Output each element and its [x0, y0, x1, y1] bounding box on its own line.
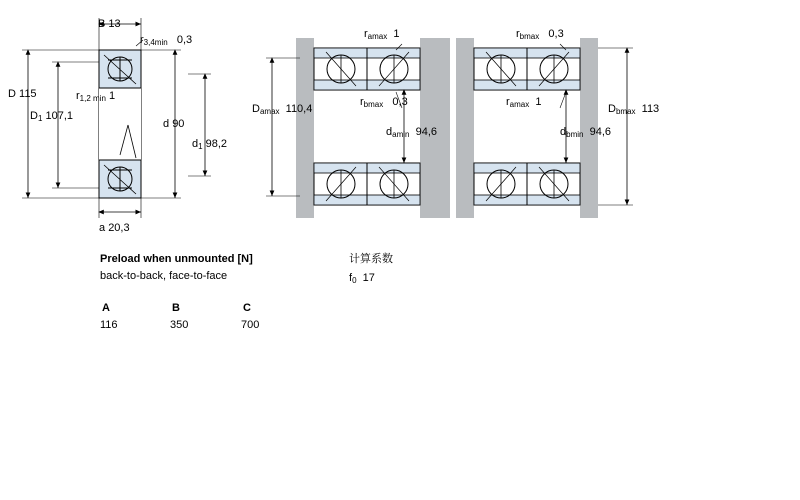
preload-column-A: A [102, 302, 110, 314]
dim-label-d1: $d_1$ 98,2 [192, 138, 228, 151]
factor-title: 计算系数 [349, 253, 393, 265]
dim-label-ramax-top: $r_{amax}$ 1 [364, 28, 400, 41]
dim-label-r34min: $r_{3,4min}$ 0,3 [140, 34, 193, 47]
preload-value-B: 350 [170, 319, 189, 331]
dim-label-Dbmax: $D_{bmax}$ 113 [608, 103, 660, 116]
dim-label-rbmax-top: $r_{bmax}$ 0,3 [516, 28, 564, 41]
factor-value: $f_0$ 17 [349, 272, 375, 285]
preload-value-C: 700 [241, 319, 260, 331]
dim-label-a: a 20,3 [99, 222, 130, 234]
dim-label-B: B 13 [98, 18, 121, 30]
dim-label-ramax-mid: $r_{amax}$ 1 [506, 96, 542, 109]
dim-label-dbmin: $d_{bmin}$ 94,6 [560, 126, 612, 139]
preload-column-C: C [243, 302, 251, 314]
dim-label-D1: $D_1$ 107,1 [30, 110, 73, 123]
preload-column-B: B [172, 302, 180, 314]
dim-label-r12min: $r_{1,2 min}$ 1 [76, 90, 116, 103]
preload-subtitle: back-to-back, face-to-face [100, 270, 228, 282]
dim-label-rbmax-mid: $r_{bmax}$ 0,3 [360, 96, 408, 109]
dim-label-D: D 115 [8, 88, 37, 100]
preload-value-A: 116 [100, 319, 118, 331]
dim-label-d: d 90 [163, 118, 185, 130]
dim-label-Damax: $D_{amax}$ 110,4 [252, 103, 313, 116]
dim-label-damin: $d_{amin}$ 94,6 [386, 126, 438, 139]
preload-title: Preload when unmounted [N] [100, 253, 253, 265]
